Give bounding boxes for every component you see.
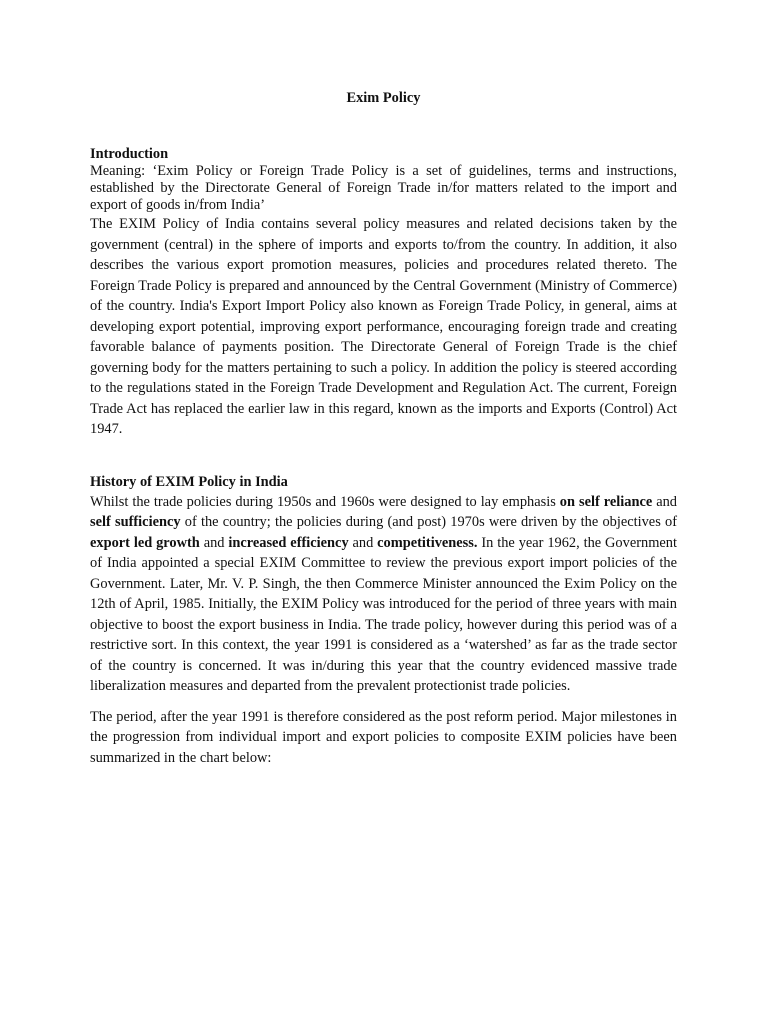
history-paragraph-1 (90, 492, 677, 697)
meaning-paragraph: Meaning: ‘Exim Policy or Foreign Trade Policy is a set of guidelines, terms and instructions, established by the Directorate General of Foreign Trade in/for matters related to the import and export of goods in/from India’ (90, 163, 677, 213)
history-bold-self-sufficiency: self sufficiency (90, 514, 181, 530)
history-text-4: and (199, 534, 229, 551)
document-page (90, 88, 677, 768)
history-heading: History of EXIM Policy in India (90, 473, 288, 490)
history-paragraph-2: The period, after the year 1991 is therefore considered as the post reform period. Major milestones in the progression from individual import and export policies to composite EXIM policies have been summarized in the chart below: (90, 708, 677, 766)
introduction-paragraph: The EXIM Policy of India contains several policy measures and related decisions taken by the government (central) in the sphere of imports and exports to/from the country. In addition, it also describes the various export promotion measures, policies and procedures related thereto. The Foreign Trade Policy is prepared and announced by the Central Government (Ministry of Commerce) of the country. India's Export Import Policy also known as Foreign Trade Policy, in general, aims at developing export potential, improving export performance, encouraging foreign trade and creating favorable balance of payments position. The Directorate General of Foreign Trade is the chief governing body for the matters pertaining to such a policy. In addition the policy is steered according to the regulations stated in the Foreign Trade Development and Regulation Act. The current, Foreign Trade Act has replaced the earlier law in this regard, known as the imports and Exports (Control) Act 1947. (90, 216, 677, 437)
history-text-3: of the country; the policies during (and post) 1970s were driven by the objectives of (180, 514, 677, 530)
history-section (90, 472, 677, 769)
document-title: Exim Policy (346, 90, 421, 106)
history-text-2: and (652, 493, 677, 510)
history-text-5: and (348, 534, 378, 551)
history-bold-competitiveness: competitiveness. (377, 534, 478, 551)
history-bold-export-led-growth: export led growth (90, 534, 200, 551)
history-text-1: Whilst the trade policies during 1950s and 1960s were designed to lay emphasis (90, 493, 560, 510)
introduction-heading: Introduction (90, 146, 169, 162)
history-bold-self-reliance: on self reliance (559, 493, 653, 510)
history-text-6: In the year 1962, the Government of India appointed a special EXIM Committee to review the previous export import policies of the Government. Later, Mr. V. P. Singh, the then Commerce Minister announced the Exim Policy on the 12th of April, 1985. Initially, the EXIM Policy was introduced for the period of three years with main objective to boost the export business in India. The trade policy, however during this period was of a restrictive sort. In this context, the year 1991 is considered as a ‘watershed’ as far as the trade sector of the country is concerned. It was in/during this year that the country evidenced massive trade liberalization measures and departed from the prevalent protectionist trade policies. (90, 534, 677, 694)
history-bold-increased-efficiency: increased efficiency (228, 534, 349, 551)
